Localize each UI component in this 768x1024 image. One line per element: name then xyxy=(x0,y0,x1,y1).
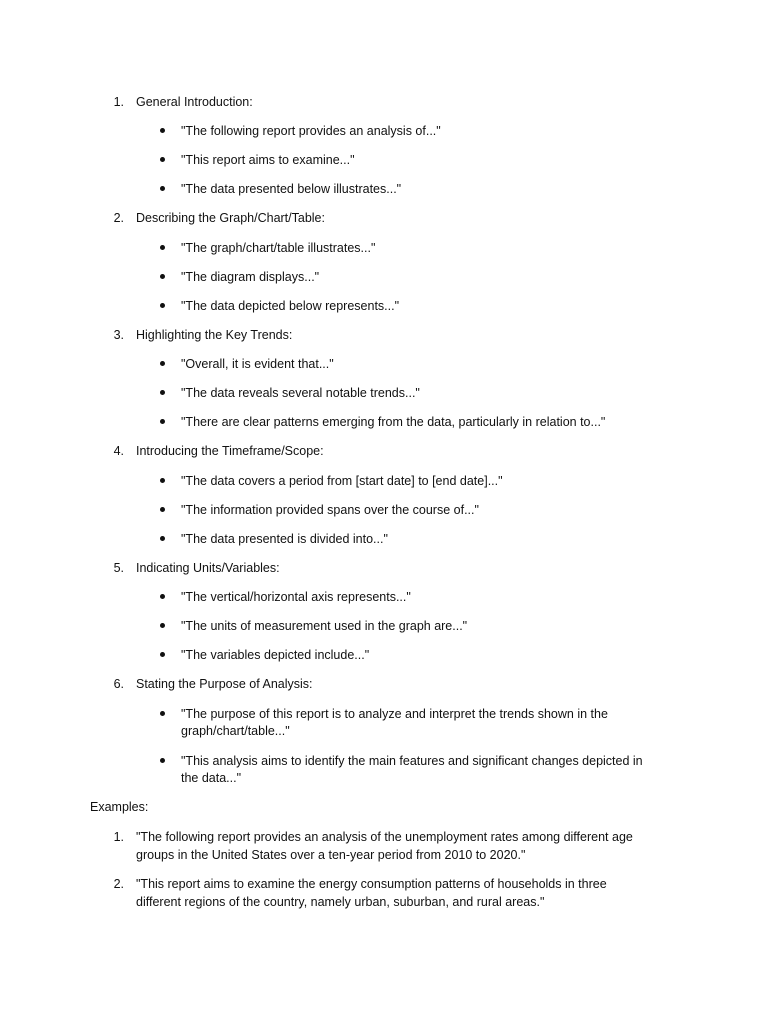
section-number: 3. xyxy=(113,328,124,342)
bullet-icon xyxy=(160,623,165,628)
bullet-icon xyxy=(160,758,165,763)
example-number: 2. xyxy=(113,877,124,891)
bullet-icon xyxy=(160,245,165,250)
bullet-icon xyxy=(160,478,165,483)
section-number: 6. xyxy=(113,677,124,691)
section-number: 4. xyxy=(113,444,124,458)
bullet-icon xyxy=(160,274,165,279)
example-line: different regions of the country, namely urban, suburban, and rural areas." xyxy=(136,895,545,909)
section-title: Describing the Graph/Chart/Table: xyxy=(136,211,325,225)
section-title: Indicating Units/Variables: xyxy=(136,561,280,575)
bullet-icon xyxy=(160,390,165,395)
list-item: "The data covers a period from [start date] to [end date]..." xyxy=(181,474,503,488)
list-item-line: "The purpose of this report is to analyze and interpret the trends shown in the xyxy=(181,707,608,721)
bullet-icon xyxy=(160,303,165,308)
section-number: 5. xyxy=(113,561,124,575)
bullet-icon xyxy=(160,186,165,191)
example-line: groups in the United States over a ten-year period from 2010 to 2020." xyxy=(136,848,526,862)
example-line: "The following report provides an analysis of the unemployment rates among different age xyxy=(136,830,633,844)
list-item: "The following report provides an analysis of..." xyxy=(181,124,441,138)
bullet-icon xyxy=(160,157,165,162)
list-item-line: "This analysis aims to identify the main features and significant changes depicted in xyxy=(181,754,643,768)
list-item: "The data reveals several notable trends..." xyxy=(181,386,420,400)
list-item: "The diagram displays..." xyxy=(181,270,320,284)
bullet-icon xyxy=(160,652,165,657)
list-item: "The vertical/horizontal axis represents..." xyxy=(181,590,411,604)
examples-heading: Examples: xyxy=(90,800,149,814)
bullet-icon xyxy=(160,507,165,512)
section-title: Highlighting the Key Trends: xyxy=(136,328,293,342)
list-item: "The data presented is divided into..." xyxy=(181,532,388,546)
list-item: "This report aims to examine..." xyxy=(181,153,355,167)
list-item: "The information provided spans over the course of..." xyxy=(181,503,479,517)
list-item: "The variables depicted include..." xyxy=(181,648,370,662)
list-item: "The data depicted below represents..." xyxy=(181,299,400,313)
section-number: 1. xyxy=(113,95,124,109)
section-number: 2. xyxy=(113,211,124,225)
example-number: 1. xyxy=(113,830,124,844)
bullet-icon xyxy=(160,128,165,133)
section-title: Stating the Purpose of Analysis: xyxy=(136,677,313,691)
list-item-line: the data..." xyxy=(181,771,242,785)
section-title: Introducing the Timeframe/Scope: xyxy=(136,444,324,458)
bullet-icon xyxy=(160,419,165,424)
bullet-icon xyxy=(160,711,165,716)
bullet-icon xyxy=(160,536,165,541)
list-item: "Overall, it is evident that..." xyxy=(181,357,334,371)
list-item: "The data presented below illustrates..." xyxy=(181,182,402,196)
section-title: General Introduction: xyxy=(136,95,253,109)
list-item: "The graph/chart/table illustrates..." xyxy=(181,241,376,255)
example-line: "This report aims to examine the energy consumption patterns of households in three xyxy=(136,877,607,891)
list-item-line: graph/chart/table..." xyxy=(181,724,290,738)
list-item: "The units of measurement used in the graph are..." xyxy=(181,619,468,633)
bullet-icon xyxy=(160,594,165,599)
bullet-icon xyxy=(160,361,165,366)
list-item: "There are clear patterns emerging from the data, particularly in relation to..." xyxy=(181,415,606,429)
